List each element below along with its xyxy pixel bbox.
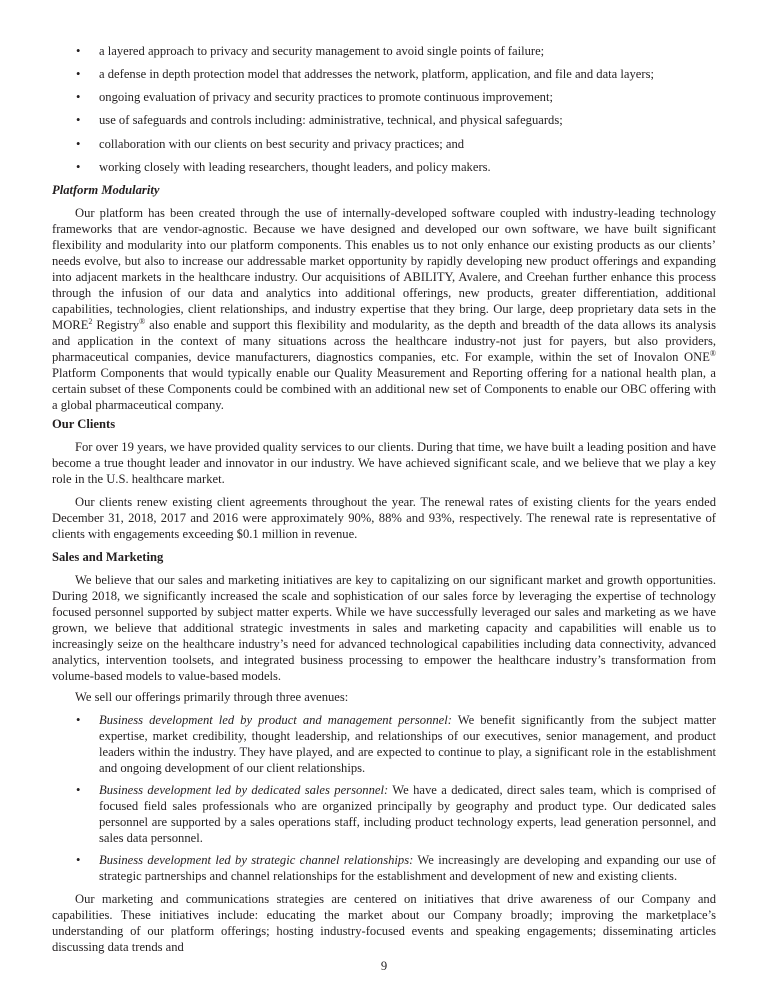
bullet-icon: • <box>76 137 81 151</box>
page-number: 9 <box>380 959 388 973</box>
paragraph-marketing-communications: Our marketing and communications strategies are centered on initiatives that drive awareness of our Company and capabilities. These initiatives include: educating the market about our Company broadly; improving the marketplace’s understanding of our platform offerings; hosting industry-focused events and speaking engagements; disseminating articles discussing data trends and <box>52 892 716 954</box>
list-item: • ongoing evaluation of privacy and security practices to promote continuous improvement; <box>76 90 553 104</box>
list-item-avenue: • Business development led by dedicated sales personnel: We have a dedicated, direct sales team, which is comprised of focused field sales professionals who are organized principally by geography and product type. Our dedicated sales personnel are supported by a sales operations staff, including product technology experts, lead generation personnel, and sales data personnel. <box>76 783 717 845</box>
bullet-icon: • <box>76 713 81 727</box>
bullet-icon: • <box>76 113 81 127</box>
bullet-icon: • <box>76 90 81 104</box>
section-heading-our-clients: Our Clients <box>52 417 116 431</box>
paragraph-three-avenues: We sell our offerings primarily through three avenues: <box>75 690 349 704</box>
paragraph-clients-renewal: Our clients renew existing client agreements throughout the year. The renewal rates of existing clients for the years ended December 31, 2018, 2017 and 2016 were approximately 90%, 88% and 93%, respectively. The renewal rate is representative of clients with engagements exceeding $0.1 million in revenue. <box>52 495 716 541</box>
list-item: • collaboration with our clients on best security and privacy practices; and <box>76 137 465 151</box>
list-item: • a defense in depth protection model that addresses the network, platform, application, and file and data layers; <box>76 67 654 81</box>
list-item: • working closely with leading researchers, thought leaders, and policy makers. <box>76 160 491 174</box>
list-item: • a layered approach to privacy and security management to avoid single points of failure; <box>76 44 545 58</box>
paragraph-clients-history: For over 19 years, we have provided quality services to our clients. During that time, we have built a leading position and have become a true thought leader and innovator in our industry. We have achieved significant scale, and we believe that we play a key role in the U.S. healthcare market. <box>52 440 716 486</box>
paragraph-platform-modularity: Our platform has been created through the use of internally-developed software coupled with industry-leading technology frameworks that are vendor-agnostic. Because we have designed and developed our own software, we have built significant flexibility and modularity into our platform components. This enables us to not only enhance our existing products as our clients’ needs evolve, but also to increase our addressable market opportunity by rapidly developing new product offerings and expanding into adjacent markets in the healthcare industry. Our acquisitions of ABILITY, Avalere, and Creehan further enhance this process through the infusion of our data and analytics into additional offerings, new products, greater differentiation, additional capabilities, technologies, client relationships, and industry expertise that they bring. Our large, deep proprietary data sets in the MORE$^2$ Registry® also enable and support this flexibility and modularity, as the depth and breadth of the data allows its analysis and application in the context of many situations across the healthcare industry-not just for payers, but also providers, pharmaceutical companies, device manufacturers, diagnostics companies, etc. For example, within the set of Inovalon ONE® Platform Components that would typically enable our Quality Measurement and Reporting offering for a national health plan, a certain subset of these Components could be combined with an additional new set of Components to enable our OBC offering with a global pharmaceutical company. <box>52 206 716 412</box>
bullet-icon: • <box>76 783 81 797</box>
bullet-icon: • <box>76 67 81 81</box>
list-item: • use of safeguards and controls including: administrative, technical, and physical safeguards; <box>76 113 563 127</box>
section-heading-sales-marketing: Sales and Marketing <box>52 550 164 564</box>
bullet-icon: • <box>76 160 81 174</box>
list-item-avenue: • Business development led by product and management personnel: We benefit significantly from the subject matter expertise, market credibility, thought leadership, and relationships of our executives, senior management, and product leaders within the industry. They have played, and are expected to continue to play, a significant role in the establishment and ongoing development of our client relationships. <box>76 713 716 775</box>
list-item-avenue: • Business development led by strategic channel relationships: We increasingly are developing and expanding our use of strategic partnerships and channel relationships for the establishment and development of new and existing clients. <box>76 853 716 883</box>
section-heading-platform-modularity: Platform Modularity <box>52 183 160 197</box>
bullet-icon: • <box>76 853 81 867</box>
paragraph-sales-initiatives: We believe that our sales and marketing initiatives are key to capitalizing on our significant market and growth opportunities. During 2018, we significantly increased the scale and sophistication of our sales force by leveraging the expertise of technology focused personnel supported by subject matter experts. While we have successfully leveraged our sales and marketing as we have grown, we believe that additional strategic investments in sales and marketing capacity and capabilities will enable us to increasingly seize on the healthcare industry’s need for advanced technological capabilities including data connectivity, advanced analytics, intervention toolsets, and integrated business processing to empower the healthcare industry’s transformation from volume-based models to value-based models. <box>52 573 716 683</box>
bullet-icon: • <box>76 44 81 58</box>
